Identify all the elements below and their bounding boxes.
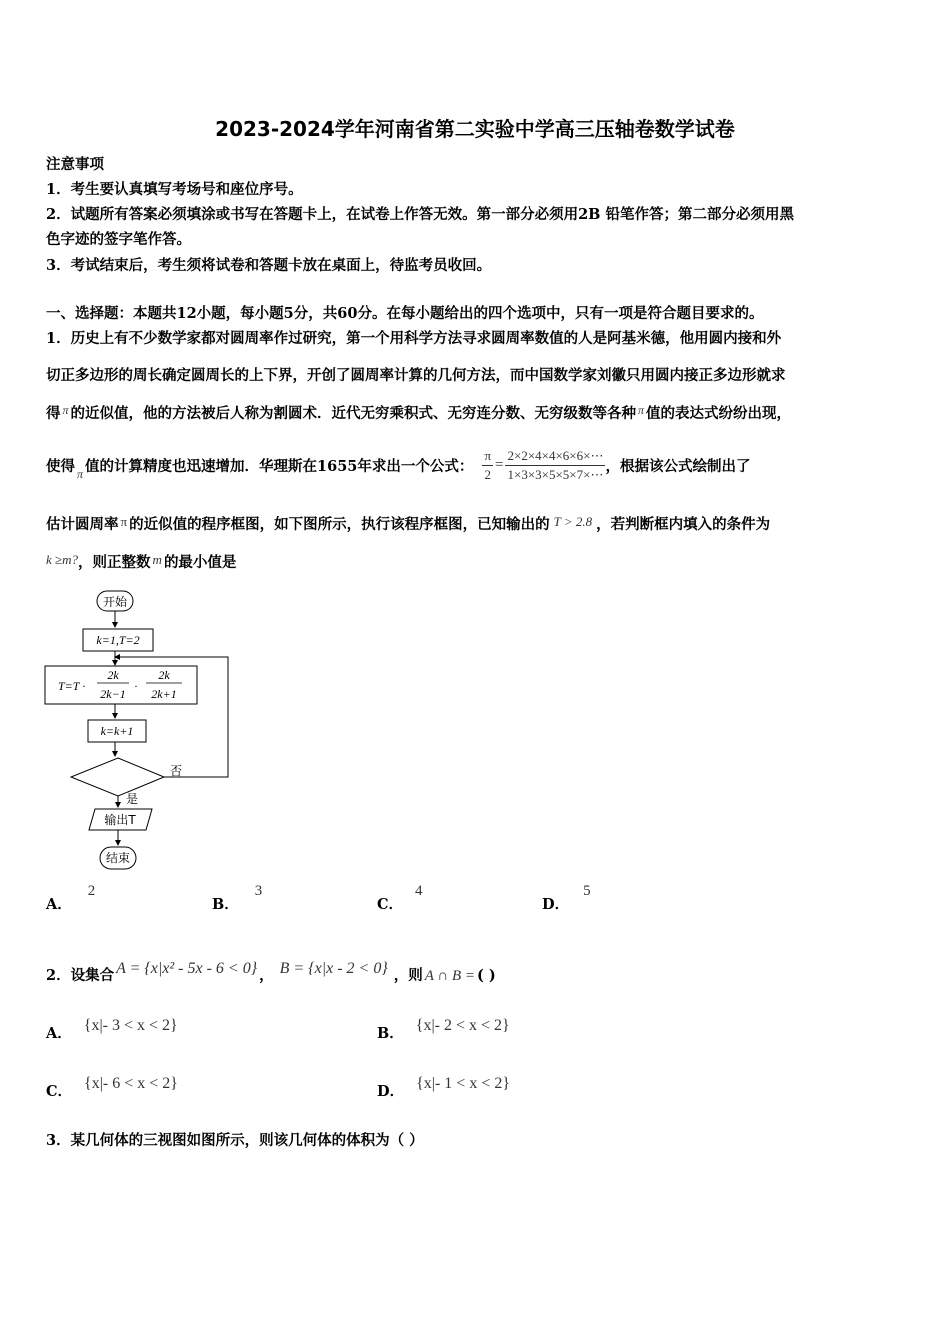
q1-line5-b: 的近似值的程序框图，如下图所示，执行该程序框图，已知输出的	[129, 516, 550, 533]
section-header: 一、选择题：本题共12小题，每小题5分，共60分。在每小题给出的四个选项中，只有一项是符合题目要求的。	[46, 305, 764, 322]
flow-frac2-num: 2k	[158, 668, 170, 682]
q1-line4-b: 值的计算精度也迅速增加．华理斯在1655年求出一个公式：	[85, 458, 474, 475]
flow-init-label: k=1,T=2	[96, 633, 140, 647]
pi-symbol: π	[638, 403, 645, 417]
set-A: A = {x|x² - 5x - 6 < 0}	[116, 960, 258, 977]
wallis-formula: $\frac{2\times 2\times 4\times 4\times 6\times 6\times\cdots}{1\times 3\times 3\times 5\times 5\times 7\times\cdots}$	[507, 448, 604, 482]
flow-output-label: 输出T	[104, 813, 136, 827]
flow-frac1-num: 2k	[107, 668, 119, 682]
flow-dot: ·	[134, 679, 138, 693]
notice-item-2-cont: 色字迹的签字笔作答。	[46, 231, 191, 248]
q1-option-b[interactable]: B．3	[212, 883, 263, 913]
flow-frac2-den: 2k+1	[151, 687, 177, 701]
q2-stem: 2．设集合 A = {x|x² - 5x - 6 < 0} ， B = {x|x - 2 < 0} ，则 A ∩ B = ( )	[46, 960, 496, 984]
q1-line-2: 切正多边形的周长确定圆周长的上下界，开创了圆周率计算的几何方法，而中国数学家刘徽只用圆内接正多边形就求	[46, 367, 786, 384]
formula-lhs: $\frac{\pi}{2}$	[484, 448, 492, 482]
q1-option-d[interactable]: D．5	[542, 883, 591, 913]
condition-T: T > 2.8	[553, 514, 593, 529]
q1-option-a[interactable]: A．2	[46, 883, 96, 913]
pi-symbol: π	[120, 514, 128, 529]
q1-line-3	[46, 402, 791, 423]
flow-end-label: 结束	[105, 851, 131, 865]
condition-k: k ≥m?	[46, 552, 79, 567]
q2-option-c[interactable]: C． {x|- 6 < x < 2}	[46, 1075, 178, 1100]
q1-line-4: 使得 $_\pi$ 值的计算精度也迅速增加．华理斯在1655年求出一个公式： $\frac{\pi}{2}$ = $\frac{2\times 2\times 4\times 4\times 6\times 6\times\cdots}{1\times 3\times 3\times 5\times 5\times 7\times\cdots}$ ，根据该公式绘制出了	[46, 448, 751, 482]
notice-heading: 注意事项	[46, 156, 104, 173]
decision-node	[71, 758, 164, 796]
intersection-expr: A ∩ B =	[424, 968, 475, 984]
q2-option-b[interactable]: B． {x|- 2 < x < 2}	[377, 1017, 510, 1042]
q1-line5-a: 估计圆周率	[46, 516, 119, 533]
q2-option-a[interactable]: A． {x|- 3 < x < 2}	[46, 1017, 178, 1042]
flow-no-label: 否	[170, 764, 183, 778]
flow-start-label: 开始	[102, 595, 128, 609]
flow-frac1-den: 2k−1	[100, 687, 126, 701]
flow-inc-label: k=k+1	[100, 724, 134, 738]
q1-line4-c: ，根据该公式绘制出了	[605, 458, 751, 475]
notice-item-3: 3．考试结束后，考生须将试卷和答题卡放在桌面上，待监考员收回。	[46, 257, 492, 274]
page-title: 2023-2024学年河南省第二实验中学高三压轴卷数学试卷	[215, 117, 735, 141]
q1-line5-c: ，若判断框内填入的条件为	[596, 516, 771, 533]
notice-item-1: 1．考生要认真填写考场号和座位序号。	[46, 181, 303, 198]
set-B: B = {x|x - 2 < 0}	[279, 960, 388, 977]
q1-option-c[interactable]: C．4	[377, 883, 423, 913]
q1-line-5	[46, 513, 770, 534]
var-m: m	[152, 552, 162, 567]
q1-line3-a: 得	[46, 405, 61, 422]
q1-line-1: 1．历史上有不少数学家都对圆周率作过研究，第一个用科学方法寻求圆周率数值的人是阿基米德，他用圆内接和外	[46, 330, 782, 347]
q2-option-d[interactable]: D． {x|- 1 < x < 2}	[377, 1075, 511, 1100]
q3-stem: 3．某几何体的三视图如图所示，则该几何体的体积为（ ）	[46, 1132, 424, 1149]
flow-update-lhs: T=T ·	[58, 679, 86, 693]
q1-line6-b: ，则正整数	[78, 554, 151, 571]
q1-line4-a: 使得	[46, 458, 75, 475]
flow-yes-label: 是	[126, 792, 139, 806]
q1-line6-c: 的最小值是	[163, 554, 237, 571]
q1-line3-c: 值的表达式纷纷出现，	[646, 405, 792, 422]
pi-symbol: π	[77, 466, 84, 481]
q1-line-6	[46, 551, 236, 572]
q1-line3-b: 的近似值，他的方法被后人称为割圆术．近代无穷乘积式、无穷连分数、无穷级数等各种	[70, 405, 637, 422]
pi-symbol: π	[62, 403, 69, 417]
program-flowchart	[40, 585, 240, 875]
notice-item-2: 2．试题所有答案必须填涂或书写在答题卡上，在试卷上作答无效。第一部分必须用2B 铅笔作答；第二部分必须用黑	[46, 206, 794, 223]
